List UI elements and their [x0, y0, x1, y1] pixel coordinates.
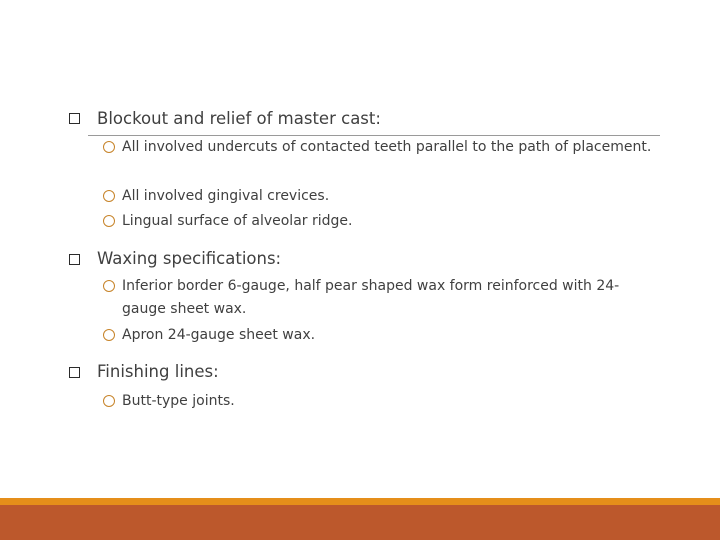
circle-bullet-icon — [103, 190, 115, 202]
list-item: Inferior border 6-gauge, half pear shaped wax form reinforced with 24-gauge sheet wax. — [122, 278, 620, 317]
list-item: Apron 24-gauge sheet wax. — [122, 327, 316, 343]
circle-bullet-icon — [103, 280, 115, 292]
list-item: All involved gingival crevices. — [122, 188, 330, 204]
circle-bullet-icon — [103, 329, 115, 341]
circle-bullet-icon — [103, 215, 115, 227]
list-item: Lingual surface of alveolar ridge. — [122, 213, 353, 229]
footer-accent-band — [0, 498, 720, 505]
square-bullet-icon — [69, 113, 80, 124]
list-item: Butt-type joints. — [122, 393, 235, 409]
circle-bullet-icon — [103, 395, 115, 407]
square-bullet-icon — [69, 367, 80, 378]
section-heading-waxing: Waxing specifications: — [97, 249, 282, 268]
list-item: All involved undercuts of contacted teeth parallel to the path of placement. — [122, 139, 652, 155]
section-heading-blockout: Blockout and relief of master cast: — [97, 109, 381, 128]
square-bullet-icon — [69, 254, 80, 265]
footer-band — [0, 505, 720, 540]
section-heading-finishing: Finishing lines: — [97, 362, 219, 381]
circle-bullet-icon — [103, 141, 115, 153]
